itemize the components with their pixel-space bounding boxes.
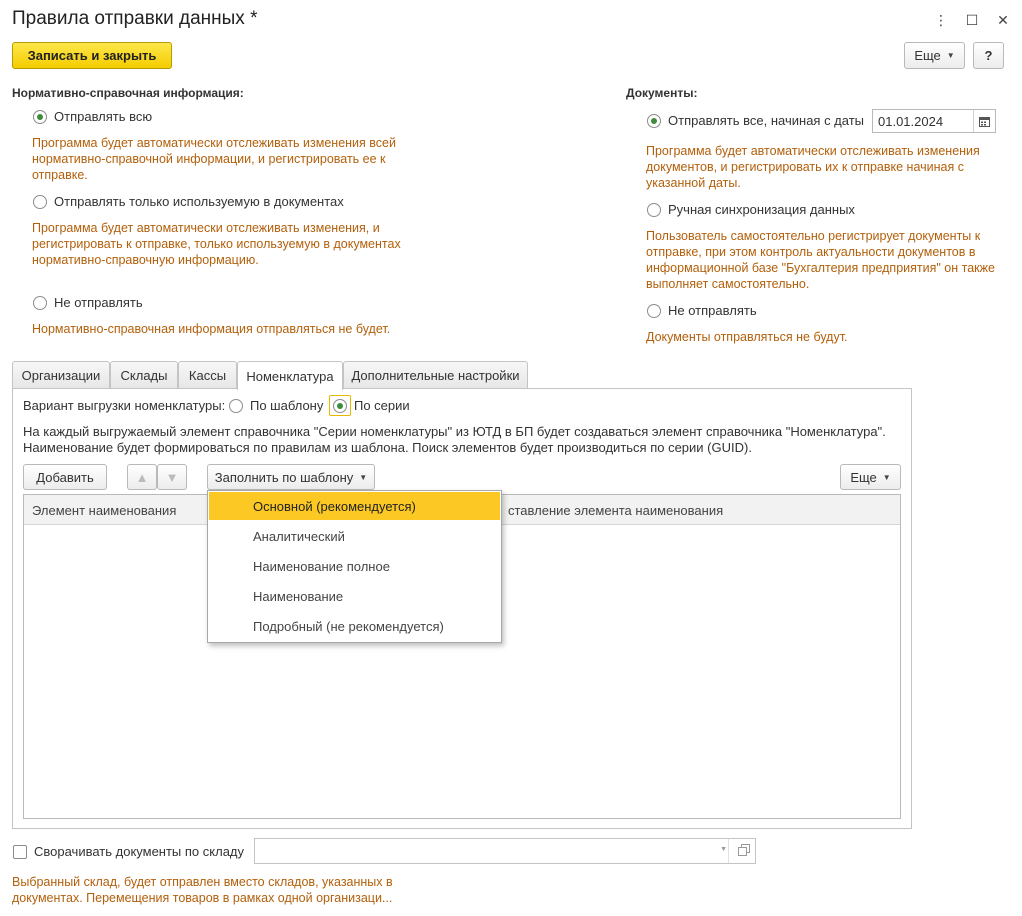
more-label: Еще [914,48,941,63]
docs-option-label: Ручная синхронизация данных [668,202,855,217]
tab-cashboxes[interactable]: Кассы [178,361,237,389]
dropdown-item[interactable]: Наименование полное [253,558,390,574]
date-value[interactable]: 01.01.2024 [878,113,944,129]
add-button[interactable]: Добавить [23,464,107,490]
docs-option-hint: Программа будет автоматически отслеживать изменения документов, и регистрировать их к отправке начиная с указанной даты. [646,144,980,190]
dropdown-item[interactable]: Подробный (не рекомендуется) [253,618,444,634]
radio-icon[interactable] [647,304,661,318]
date-field[interactable] [872,109,996,133]
dropdown-arrow-icon: ▼ [882,472,891,482]
radio-icon[interactable] [33,110,47,124]
more-label: Еще [850,469,877,485]
help-button[interactable]: ? [973,42,1004,69]
checkbox-label: Сворачивать документы по складу [34,844,245,859]
variant-option-label: По серии [354,398,410,413]
tab-organizations[interactable]: Организации [12,361,110,389]
tab-additional-settings[interactable]: Дополнительные настройки [343,361,528,389]
nsi-option-hint: Нормативно-справочная информация отправляться не будет. [32,322,391,336]
nsi-option-hint: Программа будет автоматически отслеживать изменения всей нормативно-справочной информации, и регистрировать ее к отправке. [32,136,396,182]
docs-option-label: Не отправлять [668,303,757,318]
variant-option-template[interactable] [229,398,323,413]
column-header-element[interactable]: Элемент наименования [32,503,177,518]
checkbox[interactable] [13,845,27,859]
radio-icon[interactable] [647,114,661,128]
calendar-icon[interactable] [973,110,995,132]
radio-icon[interactable] [33,195,47,209]
dropdown-arrow-icon: ▼ [946,51,955,60]
nsi-option-send-all[interactable] [33,109,152,124]
arrow-down-icon: ▼ [165,469,179,485]
variant-option-label: По шаблону [250,398,324,413]
docs-option-hint: Пользователь самостоятельно регистрирует документы к отправке, при этом контроль актуальности документов в информационной базе "Бухгалтерия предприятия" он также выполняет самостоятельно. [646,229,995,291]
docs-option-from-date[interactable] [647,113,864,128]
dropdown-item[interactable]: Аналитический [253,528,345,544]
fill-label: Заполнить по шаблону [214,469,354,485]
collapse-by-warehouse-option[interactable] [13,844,244,859]
nsi-option-label: Отправлять всю [54,109,153,124]
variant-label: Вариант выгрузки номенклатуры: [23,398,226,413]
open-form-icon[interactable] [738,844,750,859]
collapse-hint: Выбранный склад, будет отправлен вместо складов, указанных в документах. Перемещения товаров в рамках одной организаци... [12,875,393,905]
arrow-up-icon: ▲ [135,469,149,485]
radio-icon[interactable] [333,399,347,413]
docs-section-title: Документы: [626,86,698,100]
radio-icon[interactable] [33,296,47,310]
docs-option-hint: Документы отправляться не будут. [646,330,848,344]
docs-option-manual[interactable] [647,202,855,217]
nsi-option-hint: Программа будет автоматически отслеживать изменения, и регистрировать к отправке, только используемую в документах нормативно-справочную информацию. [32,221,401,267]
column-header-representation[interactable]: ставление элемента наименования [508,503,724,518]
table-more-button[interactable] [840,464,901,490]
nsi-option-label: Отправлять только используемую в документах [54,194,344,209]
variant-description: На каждый выгружаемый элемент справочника "Серии номенклатуры" из ЮТД в БП будет создаваться элемент справочника "Номенклатура". Наименование будет формироваться по правилам из шаблона. Поиск элементов будет производиться по серии (GUID). [23,424,886,455]
tab-warehouses[interactable]: Склады [110,361,178,389]
divider [728,839,729,863]
docs-option-label: Отправлять все, начиная с даты [668,113,865,128]
warehouse-select[interactable] [254,838,756,864]
more-vertical-icon[interactable]: ⋮ [934,12,948,28]
nsi-option-send-used[interactable] [33,194,344,209]
dropdown-arrow-icon: ▼ [359,472,368,482]
chevron-down-icon[interactable]: ▼ [720,846,727,853]
window-title: Правила отправки данных * [12,8,258,29]
docs-option-dont-send[interactable] [647,303,757,318]
dropdown-item[interactable]: Основной (рекомендуется) [209,492,500,520]
fill-by-template-button[interactable] [207,464,375,490]
radio-icon[interactable] [229,399,243,413]
radio-icon[interactable] [647,203,661,217]
variant-option-series[interactable] [333,398,410,413]
nsi-option-label: Не отправлять [54,295,143,310]
more-button[interactable] [904,42,965,69]
dropdown-item[interactable]: Наименование [253,588,344,604]
move-up-button[interactable] [127,464,157,490]
move-down-button[interactable] [157,464,187,490]
nsi-option-dont-send[interactable] [33,295,143,310]
nsi-section-title: Нормативно-справочная информация: [12,86,244,100]
maximize-icon[interactable]: ☐ [965,12,979,28]
save-and-close-button[interactable]: Записать и закрыть [12,42,172,69]
template-dropdown-menu [207,490,502,643]
close-icon[interactable]: ✕ [997,12,1009,28]
tab-nomenclature[interactable]: Номенклатура [237,361,343,390]
